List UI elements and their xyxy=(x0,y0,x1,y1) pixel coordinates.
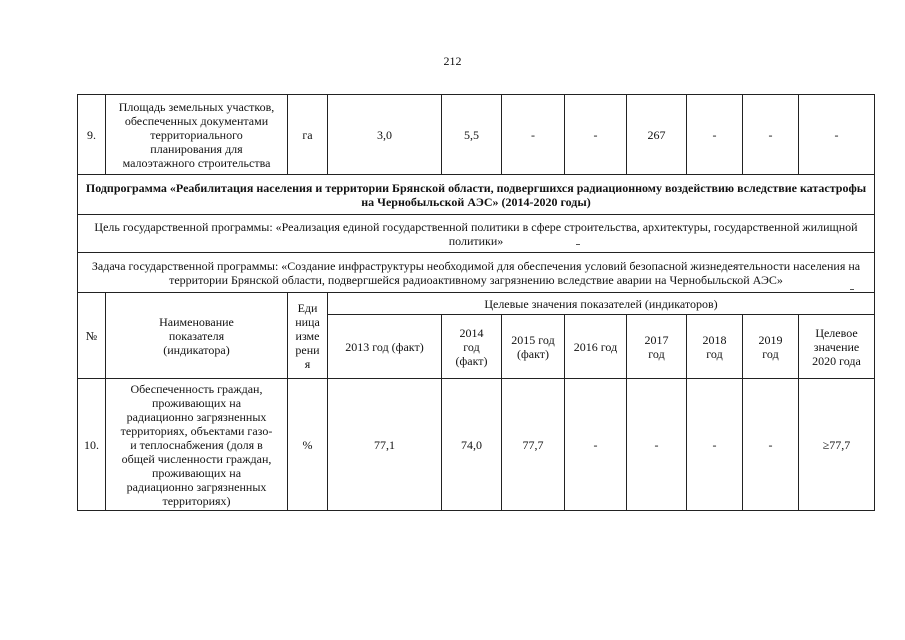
text-line: 2014 xyxy=(459,325,484,340)
header-number: № xyxy=(78,293,106,379)
subprogram-row xyxy=(78,175,875,215)
row9-value-4: 267 xyxy=(627,95,687,175)
row9-value-5: - xyxy=(687,95,743,175)
header-year-6 xyxy=(743,315,799,379)
row10-number: 10. xyxy=(78,379,106,511)
row10-value-6: - xyxy=(743,379,799,511)
row9-value-2: - xyxy=(502,95,565,175)
text-line: территориального xyxy=(150,127,243,142)
header-year-4 xyxy=(627,315,687,379)
header-row-1 xyxy=(78,293,875,315)
scan-speck xyxy=(850,289,854,290)
text-line: 2016 год xyxy=(573,339,618,354)
text-line: (факт) xyxy=(516,346,549,361)
row10-value-2: 77,7 xyxy=(502,379,565,511)
text-line: Площадь земельных участков, xyxy=(118,99,275,114)
header-year-3 xyxy=(565,315,627,379)
row10-indicator-name xyxy=(106,379,288,511)
text-line: показателя xyxy=(168,328,225,343)
text-line: год xyxy=(762,346,779,361)
text-line: 2017 xyxy=(644,332,669,347)
subprogram-title: Подпрограмма «Реабилитация населения и территории Брянской области, подвергшихся радиационному воздействию вследствие катастрофы на Чернобыльской АЭС» (2014-2020 годы) xyxy=(78,175,875,215)
row9-number: 9. xyxy=(78,95,106,175)
program-goal: Цель государственной программы: «Реализация единой государственной политики в сфере строительства, архитектуры, государственной жилищной политики» xyxy=(78,215,875,253)
text-line: значение xyxy=(813,339,860,354)
row10-value-1: 74,0 xyxy=(442,379,502,511)
row9-indicator-name xyxy=(106,95,288,175)
text-line: 2013 год (факт) xyxy=(345,339,424,354)
text-line: общей численности граждан, xyxy=(121,451,272,466)
header-indicator-name xyxy=(106,293,288,379)
text-line: проживающих на xyxy=(151,465,242,480)
row9-unit: га xyxy=(288,95,328,175)
text-line: год xyxy=(463,339,480,354)
text-line: рени xyxy=(295,342,320,357)
table-row-10 xyxy=(78,379,875,511)
text-line: территориях) xyxy=(162,493,231,508)
text-line: 2019 xyxy=(758,332,783,347)
text-line: Обеспеченность граждан, xyxy=(130,381,263,396)
row9-value-0: 3,0 xyxy=(328,95,442,175)
task-row xyxy=(78,253,875,293)
text-line: 2018 xyxy=(702,332,727,347)
row10-value-4: - xyxy=(627,379,687,511)
row9-value-3: - xyxy=(565,95,627,175)
text-line: год xyxy=(706,346,723,361)
text-line: 2020 года xyxy=(812,353,861,368)
text-line: я xyxy=(304,356,311,371)
text-line: радиационно загрязненных xyxy=(126,479,267,494)
table-row-9 xyxy=(78,95,875,175)
indicators-table xyxy=(77,94,875,511)
header-unit xyxy=(288,293,328,379)
header-year-5 xyxy=(687,315,743,379)
text-line: планирования для xyxy=(150,141,243,156)
scan-speck xyxy=(576,244,580,245)
goal-row xyxy=(78,215,875,253)
text-line: радиационно загрязненных xyxy=(126,409,267,424)
header-year-0 xyxy=(328,315,442,379)
row10-value-7: ≥77,7 xyxy=(799,379,875,511)
page-number: 212 xyxy=(443,54,462,68)
text-line: изме xyxy=(295,328,320,343)
header-year-2 xyxy=(502,315,565,379)
row10-value-0: 77,1 xyxy=(328,379,442,511)
text-line: (индикатора) xyxy=(163,342,230,357)
text-line: проживающих на xyxy=(151,395,242,410)
row10-value-5: - xyxy=(687,379,743,511)
row10-unit: % xyxy=(288,379,328,511)
text-line: (факт) xyxy=(455,353,488,368)
row9-value-6: - xyxy=(743,95,799,175)
row9-value-7: - xyxy=(799,95,875,175)
text-line: год xyxy=(648,346,665,361)
text-line: 2015 год xyxy=(511,332,555,347)
text-line: обеспеченных документами xyxy=(124,113,269,128)
text-line: территориях, объектами газо- xyxy=(120,423,273,438)
text-line: и теплоснабжения (доля в xyxy=(130,437,263,452)
program-task: Задача государственной программы: «Создание инфраструктуры необходимой для обеспечения условий безопасной жизнедеятельности населения на территории Брянской области, подвергшейся радиоактивному загрязнению вследствие аварии на Чернобыльской АЭС» xyxy=(78,253,875,293)
row9-value-1: 5,5 xyxy=(442,95,502,175)
text-line: Еди xyxy=(297,300,318,315)
header-year-7 xyxy=(799,315,875,379)
text-line: малоэтажного строительства xyxy=(122,155,271,170)
text-line: ница xyxy=(295,314,320,329)
text-line: Наименование xyxy=(159,314,234,329)
header-year-1 xyxy=(442,315,502,379)
text-line: Целевое xyxy=(815,325,858,340)
header-targets-title: Целевые значения показателей (индикаторов) xyxy=(328,293,875,315)
row10-value-3: - xyxy=(565,379,627,511)
